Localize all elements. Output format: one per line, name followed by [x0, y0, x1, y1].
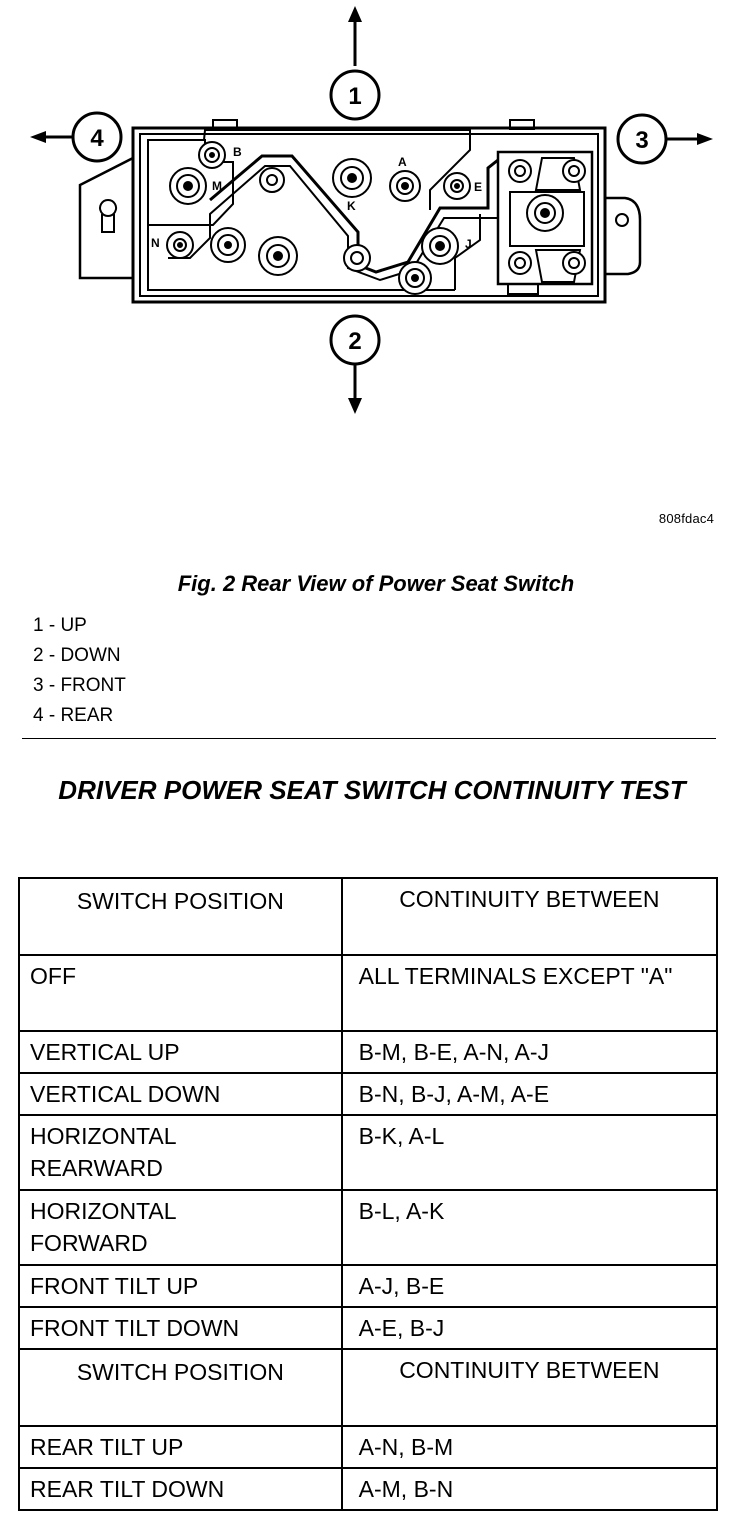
continuity-cell: B-K, A-L	[342, 1115, 717, 1190]
table-row	[19, 1073, 717, 1115]
svg-text:N: N	[151, 236, 160, 250]
continuity-cell: B-M, B-E, A-N, A-J	[342, 1031, 717, 1073]
table-row	[19, 1426, 717, 1468]
legend-item: 4 - REAR	[33, 705, 114, 726]
table-header-row	[19, 1349, 717, 1426]
continuity-table	[18, 877, 718, 1511]
svg-text:1: 1	[348, 83, 362, 110]
svg-text:A: A	[398, 155, 407, 169]
table-title: DRIVER POWER SEAT SWITCH CONTINUITY TEST	[58, 775, 686, 805]
continuity-cell: A-N, B-M	[342, 1426, 717, 1468]
callout-front	[618, 115, 666, 163]
svg-text:M: M	[212, 179, 222, 193]
table-header-row	[19, 878, 717, 955]
position-cell: VERTICAL DOWN	[19, 1073, 342, 1115]
table-row	[19, 1031, 717, 1073]
section-divider	[22, 738, 716, 739]
column-header-continuity: CONTINUITY BETWEEN	[342, 878, 717, 955]
terminal-e	[444, 173, 470, 199]
legend-item: 1 - UP	[33, 615, 87, 636]
svg-text:J: J	[465, 237, 472, 251]
continuity-cell: A-E, B-J	[342, 1307, 717, 1349]
position-cell: VERTICAL UP	[19, 1031, 342, 1073]
terminal-n	[167, 232, 193, 258]
table-row	[19, 955, 717, 1031]
column-header-position: SWITCH POSITION	[19, 878, 342, 955]
continuity-cell: B-L, A-K	[342, 1190, 717, 1265]
table-row	[19, 1468, 717, 1510]
continuity-cell: A-J, B-E	[342, 1265, 717, 1307]
terminal-a	[390, 171, 420, 201]
arrow-up-icon	[348, 6, 362, 66]
svg-text:3: 3	[635, 127, 649, 154]
position-cell: HORIZONTAL FORWARD	[19, 1190, 342, 1265]
table-row	[19, 1265, 717, 1307]
position-cell: OFF	[19, 955, 342, 1031]
svg-text:E: E	[474, 180, 483, 194]
terminal-m	[170, 168, 206, 204]
position-cell: HORIZONTAL REARWARD	[19, 1115, 342, 1190]
callout-up	[331, 71, 379, 119]
continuity-cell: ALL TERMINALS EXCEPT "A"	[342, 955, 717, 1031]
arrow-rear-icon	[30, 131, 72, 143]
legend-item: 3 - FRONT	[33, 675, 126, 696]
continuity-cell: B-N, B-J, A-M, A-E	[342, 1073, 717, 1115]
position-cell: REAR TILT DOWN	[19, 1468, 342, 1510]
table-row	[19, 1190, 717, 1265]
figure-legend	[33, 611, 126, 731]
svg-text:4: 4	[90, 125, 104, 152]
figure-caption: Fig. 2 Rear View of Power Seat Switch	[177, 571, 575, 596]
terminal-k	[333, 159, 371, 197]
continuity-cell: A-M, B-N	[342, 1468, 717, 1510]
arrow-front-icon	[666, 133, 713, 145]
callout-rear	[73, 113, 121, 161]
svg-text:2: 2	[348, 328, 362, 355]
position-cell: FRONT TILT DOWN	[19, 1307, 342, 1349]
terminal-j	[422, 228, 458, 264]
callout-down	[331, 316, 379, 364]
position-cell: FRONT TILT UP	[19, 1265, 342, 1307]
table-row	[19, 1307, 717, 1349]
table-row	[19, 1115, 717, 1190]
terminal-b	[199, 142, 225, 168]
column-header-position: SWITCH POSITION	[19, 1349, 342, 1426]
column-header-continuity: CONTINUITY BETWEEN	[342, 1349, 717, 1426]
position-cell: REAR TILT UP	[19, 1426, 342, 1468]
svg-text:K: K	[347, 199, 356, 213]
legend-item: 2 - DOWN	[33, 645, 121, 666]
figure-code: 808fdac4	[658, 511, 714, 526]
power-seat-switch-diagram	[0, 0, 752, 500]
svg-text:B: B	[233, 145, 242, 159]
arrow-down-icon	[348, 364, 362, 414]
